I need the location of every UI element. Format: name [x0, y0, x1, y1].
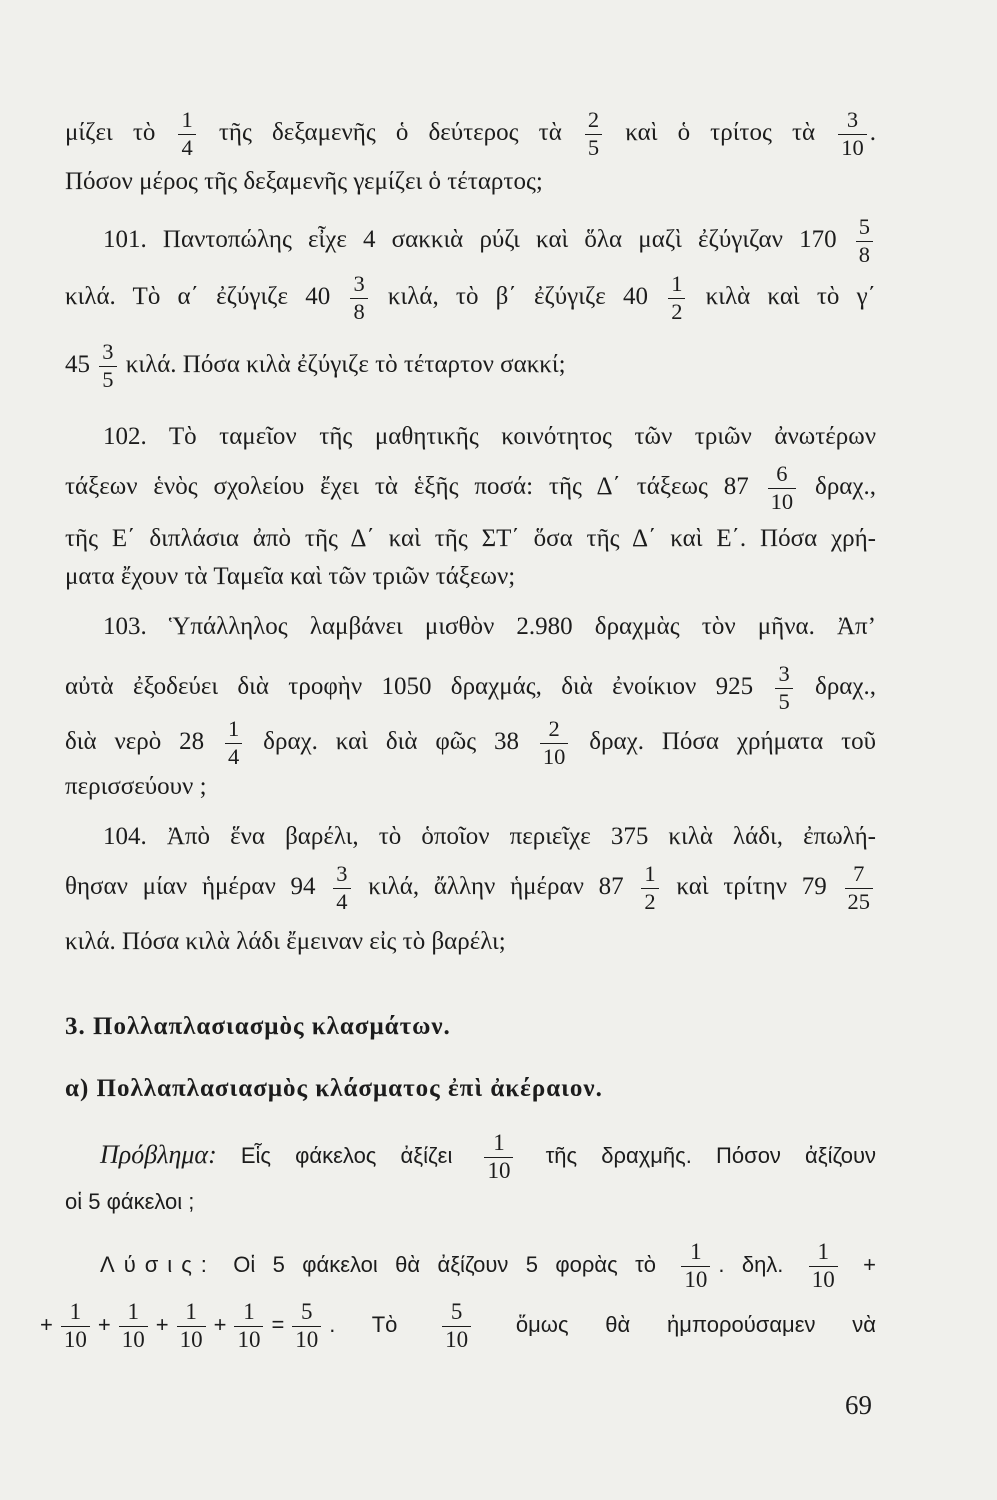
text-run: κιλά, τὸ β΄ ἐζύγιζε 40	[370, 283, 666, 310]
text-run: καὶ τρίτην 79	[661, 873, 842, 900]
text-run: +	[845, 1252, 876, 1277]
text-run: Οἱ 5 φάκελοι θὰ ἀξίζουν 5 φορὰς τὸ	[215, 1252, 674, 1277]
text-run: οἱ 5 φάκελοι ;	[65, 1189, 195, 1214]
text-run: κιλά. Πόσα κιλὰ λάδι ἔμειναν εἰς τὸ βαρέλι;	[65, 928, 506, 955]
fraction-numerator: 1	[61, 1300, 90, 1327]
fraction	[668, 272, 685, 324]
fraction	[350, 272, 367, 324]
fraction	[809, 1240, 838, 1293]
fraction-numerator: 1	[177, 1300, 206, 1327]
text-line	[65, 910, 506, 974]
fraction-denominator: 5	[587, 134, 600, 160]
text-run: κιλά, ἄλλην ἡμέραν 87	[353, 873, 639, 900]
fraction	[838, 108, 867, 160]
text-line	[103, 208, 876, 272]
fraction-denominator: 2	[644, 888, 656, 914]
text-run: +	[97, 1312, 111, 1337]
fraction	[99, 340, 116, 392]
page-number: 69	[845, 1390, 872, 1420]
fraction-numerator: 1	[234, 1300, 263, 1327]
fraction-numerator: 2	[540, 717, 569, 743]
fraction-numerator: 1	[225, 717, 242, 743]
fraction	[61, 1300, 90, 1353]
fraction-denominator: 4	[181, 134, 193, 160]
fraction	[177, 1300, 206, 1353]
fraction-numerator: 5	[292, 1300, 321, 1327]
fraction-denominator: 25	[847, 888, 871, 914]
text-run: +	[40, 1312, 53, 1337]
text-run: . δηλ.	[718, 1252, 801, 1277]
text-line	[103, 595, 876, 659]
fraction-denominator: 10	[770, 488, 794, 514]
fraction-denominator: 4	[336, 888, 348, 914]
fraction-numerator: 3	[775, 662, 792, 688]
text-run: Εἷς φάκελος ἀξίζει	[216, 1143, 477, 1168]
text-run: δραχ.,	[795, 673, 876, 700]
text-run: ὅμως θὰ ἠμπορούσαμεν νὰ	[479, 1312, 876, 1337]
fraction-denominator: 8	[858, 241, 870, 267]
fraction-numerator: 1	[809, 1240, 838, 1267]
text-line	[65, 333, 566, 397]
text-run: =	[271, 1312, 285, 1337]
solution-line	[40, 1293, 876, 1357]
text-run: 45	[65, 351, 97, 378]
text-run: αὐτὰ ἐξοδεύει διὰ τροφὴν 1050 δραχμάς, διὰ ἐνοίκιον 925	[65, 673, 773, 700]
fraction-denominator: 10	[542, 743, 566, 769]
text-run: Πόσον μέρος τῆς δεξαμενῆς γεμίζει ὁ τέταρτος;	[65, 168, 543, 195]
fraction-numerator: 7	[845, 862, 874, 888]
fraction-denominator: 8	[353, 298, 365, 324]
fraction	[484, 1131, 513, 1184]
text-run: 104. Ἀπὸ ἕνα βαρέλι, τὸ ὁποῖον περιεῖχε 375 κιλὰ λάδι, ἐπωλή-	[103, 823, 876, 850]
fraction	[333, 862, 350, 914]
text-run: τῆς δεξαμενῆς ὁ δεύτερος τὰ	[198, 119, 582, 146]
text-run: κιλά. Πόσα κιλὰ ἐζύγιζε τὸ τέταρτον σακκί;	[119, 351, 566, 378]
text-run: καὶ ὁ τρίτος τὰ	[605, 119, 836, 146]
fraction-numerator: 5	[856, 215, 873, 241]
fraction-denominator: 5	[778, 688, 790, 714]
text-run: κιλὰ καὶ τὸ γ΄	[688, 283, 876, 310]
fraction-numerator: 1	[484, 1131, 513, 1158]
solution-line	[100, 1233, 876, 1297]
problem-line	[100, 1123, 876, 1187]
fraction-denominator: 10	[487, 1157, 511, 1183]
problem-line	[65, 1170, 194, 1234]
fraction-numerator: 3	[333, 862, 350, 888]
fraction	[234, 1300, 263, 1353]
fraction-numerator: 1	[641, 862, 658, 888]
text-run: θησαν μίαν ἡμέραν 94	[65, 873, 331, 900]
text-run: διὰ νερὸ 28	[65, 728, 223, 755]
text-run: δραχ. καὶ διὰ φῶς 38	[245, 728, 537, 755]
text-run: δραχ. Πόσα χρήματα τοῦ	[571, 728, 876, 755]
fraction-numerator: 3	[350, 272, 367, 298]
solution-label: Λύσις:	[100, 1252, 216, 1277]
text-run: κιλά. Τὸ α΄ ἐζύγιζε 40	[65, 283, 348, 310]
fraction-numerator: 3	[99, 340, 116, 366]
fraction-denominator: 2	[671, 298, 683, 324]
fraction-denominator: 10	[179, 1326, 203, 1352]
text-line	[65, 150, 543, 214]
fraction-denominator: 4	[228, 743, 240, 769]
fraction	[585, 108, 602, 160]
text-run: 102. Τὸ ταμεῖον τῆς μαθητικῆς κοινότητος τῶν τριῶν ἀνωτέρων	[103, 423, 876, 450]
fraction-denominator: 10	[295, 1326, 319, 1352]
text-run: .	[869, 119, 876, 146]
fraction	[119, 1300, 148, 1353]
fraction	[292, 1300, 321, 1353]
fraction-denominator: 10	[63, 1326, 87, 1352]
fraction-numerator: 1	[681, 1240, 710, 1267]
fraction	[225, 717, 242, 769]
text-run: μίζει τὸ	[65, 119, 176, 146]
fraction	[775, 662, 792, 714]
text-run: 103. Ὑπάλληλος λαμβάνει μισθὸν 2.980 δραχμὰς τὸν μῆνα. Ἀπ’	[103, 613, 876, 640]
fraction-denominator: 10	[237, 1326, 261, 1352]
fraction-denominator: 10	[445, 1326, 469, 1352]
fraction-denominator: 10	[684, 1266, 708, 1292]
fraction-numerator: 6	[768, 462, 797, 488]
fraction-denominator: 10	[121, 1326, 145, 1352]
problem-label: Πρόβλημα:	[100, 1140, 217, 1169]
text-run: τάξεων ἑνὸς σχολείου ἔχει τὰ ἑξῆς ποσά: τῆς Δ΄ τάξεως 87	[65, 473, 765, 500]
fraction-denominator: 5	[102, 366, 114, 392]
section-heading: 3. Πολλαπλασιασμὸς κλασμάτων.	[65, 1013, 451, 1040]
text-run: +	[213, 1312, 227, 1337]
text-line	[65, 265, 876, 329]
text-run: 101. Παντοπώλης εἶχε 4 σακκιὰ ρύζι καὶ ὅλα μαζὶ ἐζύγιζαν 170	[103, 226, 853, 253]
fraction-numerator: 3	[838, 108, 867, 134]
section-subheading: α) Πολλαπλασιασμὸς κλάσματος ἐπὶ ἀκέραιον.	[65, 1075, 603, 1102]
text-run: ματα ἔχουν τὰ Ταμεῖα καὶ τῶν τριῶν τάξεων;	[65, 563, 516, 590]
fraction	[845, 862, 874, 914]
text-run: . Τὸ	[329, 1312, 435, 1337]
fraction-denominator: 10	[841, 134, 864, 160]
fraction	[681, 1240, 710, 1293]
fraction-numerator: 5	[442, 1300, 471, 1327]
fraction	[540, 717, 569, 769]
text-run: +	[155, 1312, 169, 1337]
fraction	[641, 862, 658, 914]
fraction-denominator: 10	[811, 1266, 835, 1292]
fraction	[856, 215, 873, 267]
fraction-numerator: 1	[668, 272, 685, 298]
text-run: τῆς δραχμῆς. Πόσον ἀξίζουν	[521, 1143, 876, 1168]
fraction-numerator: 1	[178, 108, 195, 134]
text-run: τῆς Ε΄ διπλάσια ἀπὸ τῆς Δ΄ καὶ τῆς ΣΤ΄ ὅσα τῆς Δ΄ καὶ Ε΄. Πόσα χρή-	[65, 525, 876, 552]
fraction-numerator: 2	[585, 108, 602, 134]
fraction-numerator: 1	[119, 1300, 148, 1327]
text-run: περισσεύουν ;	[65, 773, 207, 800]
text-run: δραχ.,	[799, 473, 876, 500]
fraction	[442, 1300, 471, 1353]
